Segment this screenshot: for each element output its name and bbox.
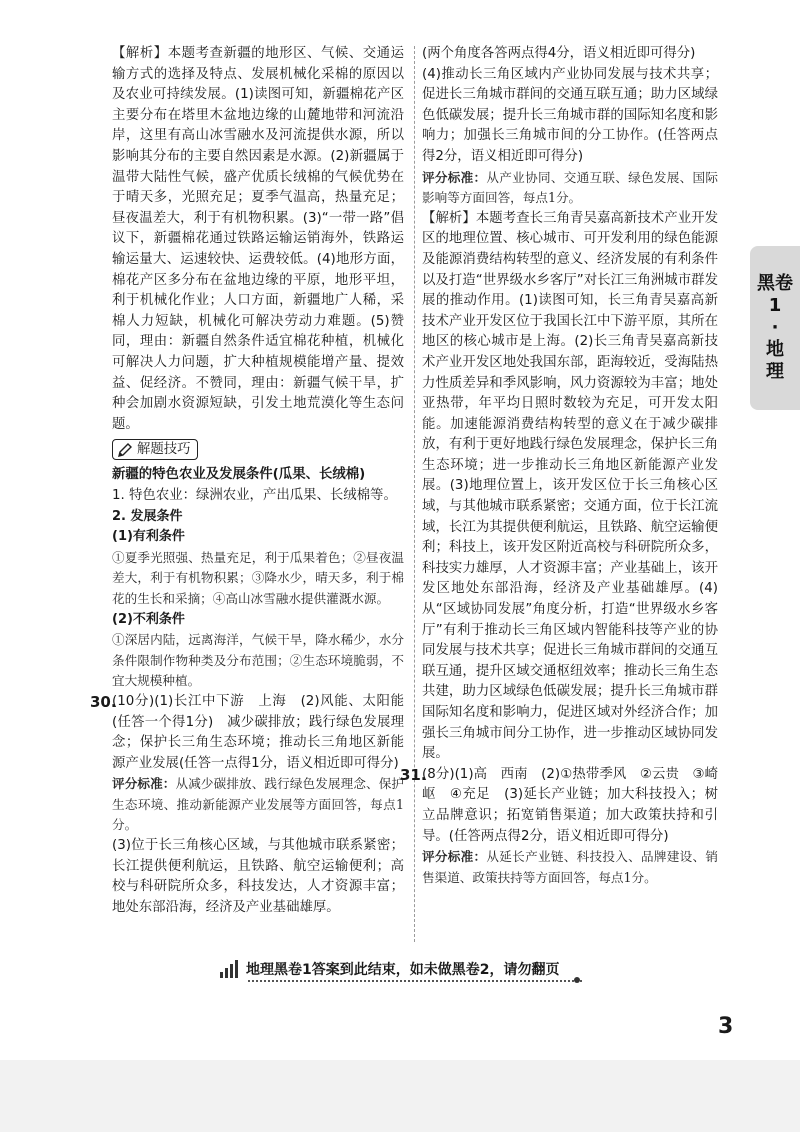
side-tab (750, 246, 800, 410)
side-tab-line-1: 黑卷 (757, 273, 793, 294)
scoring-label: 评分标准： (112, 776, 176, 792)
scoring-text: 从延长产业链、科技投入、品牌建设、销售渠道、政策扶持等方面回答，每点1分。 (422, 849, 719, 885)
tip-item-2: 2. 发展条件 (112, 508, 183, 524)
analysis-paragraph-xinjiang: 【解析】本题考查新疆的地形区、气候、交通运输方式的选择及特点、发展机械化采棉的原因以及农业可持续发展。(1)读图可知，新疆棉花产区主要分布在塔里木盆地边缘的山麓地带和河流沿岸，这里有高山冰雪融水及河流提供水源，所以影响其分布的主要自然因素是水源。(2)新疆属于温带大陆性气候，盛产优质长绒棉的气候优势在于晴天多，光照充足；夏季气温高，热量充足；昼夜温差大，利于有机物积累。(3)“一带一路”倡议下，新疆棉花通过铁路运输运销海外，铁路运输运量大、运速较快、运费较低。(4)地形方面，棉花产区多分布在盆地边缘的平原，地形平坦，利于机械化作业；人口方面，新疆地广人稀，采棉人力短缺，机械化可解决劳动力难题。(5)赞同，理由：新疆自然条件适宜棉花种植，机械化可解决人力问题，扩大种植规模能增产量、提效益、促经济。不赞同，理由：新疆气候干旱，扩种会加剧水资源短缺，引发土地荒漠化等生态问题。 (112, 46, 404, 432)
question-30-answer (90, 692, 405, 919)
right-column (400, 44, 719, 888)
question-30-scoring (112, 774, 404, 836)
favorable-text: ①夏季光照强、热量充足，利于瓜果着色；②昼夜温差大，利于有机物积累；③降水少，晴天多，利于棉花的生长和采摘；④高山冰雪融水提供灌溉水源。 (112, 549, 404, 606)
question-30-scoring-2 (422, 168, 718, 209)
question-30-number: 30. (90, 692, 117, 711)
end-notice-text: 地理黑卷1答案到此结束，如未做黑卷2，请勿翻页 (246, 962, 560, 978)
question-30-continued: (两个角度各答两点得4分，语义相近即可得分) (422, 46, 696, 61)
question-31-scoring (422, 847, 718, 888)
column-divider (414, 46, 415, 942)
question-30-part4: (4)推动长三角区域内产业协同发展与技术共享；促进长三角城市群间的交通互联互通；助力区域绿色低碳发展；提升长三角城市群的国际知名度和影响力；加强长三角城市间的分工协作。(任答两点得2分，语义相近即可得分) (422, 66, 718, 164)
scoring-text: 从产业协同、交通互联、绿色发展、国际影响等方面回答，每点1分。 (422, 169, 719, 206)
question-31-number: 31. (400, 765, 427, 784)
end-notice (220, 956, 590, 982)
side-tab-line-3: · (771, 317, 779, 338)
scoring-label: 评分标准： (422, 849, 487, 865)
side-tab-line-4: 地 (766, 339, 784, 360)
page-bottom-band (0, 1060, 800, 1132)
pencil-icon (117, 442, 133, 458)
favorable-heading: (1)有利条件 (112, 529, 185, 545)
unfavorable-heading: (2)不利条件 (112, 611, 185, 627)
question-31-text: (8分)(1)高 西南 (2)①热带季风 ②云贵 ③崎岖 ④充足 (3)延长产业链；加大科技投入；树立品牌意识；拓宽销售渠道；加大政策扶持和引导。(任答两点得2分，语义相近即可得分) (422, 766, 718, 844)
question-31-answer (400, 765, 719, 889)
side-tab-line-5: 理 (766, 361, 784, 382)
left-column (90, 44, 405, 918)
question-30-text-part3: (3)位于长三角核心区域，与其他城市联系紧密；长江提供便利航运，且铁路、航空运输便利；高校与科研院所众多，科技发达，人才资源丰富；地处东部沿海，经济及产业基础雄厚。 (112, 838, 404, 915)
scoring-label: 评分标准： (422, 169, 487, 185)
dotted-rule (248, 980, 582, 982)
tip-title: 新疆的特色农业及发展条件(瓜果、长绒棉) (112, 467, 366, 483)
tip-badge (112, 439, 198, 460)
question-30-text: (10分)(1)长江中下游 上海 (2)风能、太阳能(任答一个得1分) 减少碳排放；践行绿色发展理念；保护长三角生态环境；推动长三角地区新能源产业发展(任答一点得1分，语义相近即可得分) (112, 693, 404, 771)
scoring-text: 从减少碳排放、践行绿色发展理念、保护生态环境、推动新能源产业发展等方面回答，每点1分。 (112, 776, 405, 833)
unfavorable-text: ①深居内陆，远离海洋，气候干旱，降水稀少，水分条件限制作物种类及分布范围；②生态环境脆弱，不宜大规模种植。 (112, 632, 404, 689)
side-tab-line-2: 1 (768, 295, 782, 316)
bars-icon (220, 960, 238, 978)
tip-label: 解题技巧 (137, 442, 191, 458)
analysis-paragraph-yangtze: 【解析】本题考查长三角青吴嘉高新技术产业开发区的地理位置、核心城市、可开发利用的绿色能源及能源消费结构转型的意义、经济发展的有利条件以及打造“世界级水乡客厅”对长江三角洲城市群发展的推动作用。(1)读图可知，长三角青吴嘉高新技术产业开发区位于我国长江中下游平原，其所在地区的核心城市是上海。(2)长三角青吴嘉高新技术产业开发区地处我国东部，距海较近，受海陆热力性质差异和季风影响，风力资源较为丰富；地处亚热带，年平均日照时数较为充足，可开发太阳能。加速能源消费结构转型的意义在于减少碳排放，有利于更好地践行绿色发展理念，保护长三角生态环境；进一步推动长三角地区新能源产业发展。(3)地理位置上，该开发区位于长三角核心区域，与其他城市联系紧密；交通方面，位于长江流域，长江为其提供便利航运，且铁路、航空运输便利；科技上，该开发区附近高校与科研院所众多，科技实力雄厚，人才资源丰富；产业基础上，该开发区地处东部沿海，经济及产业基础雄厚。(4)从“区域协同发展”角度分析，打造“世界级水乡客厅”有利于推动长三角区域内智能科技等产业的协同发展与技术共享；促进长三角城市群间的交通互联互通，提升区域交通枢纽效率；推动长三角生态共建，助力区域绿色低碳发展；提升长三角城市群国际知名度和影响力，促进区域对外经济合作；加强长三角城市间分工协作，进一步推动区域协同发展。 (422, 210, 718, 762)
page-number: 3 (718, 1014, 734, 1039)
tip-item-1: 1. 特色农业：绿洲农业，产出瓜果、长绒棉等。 (112, 487, 397, 503)
